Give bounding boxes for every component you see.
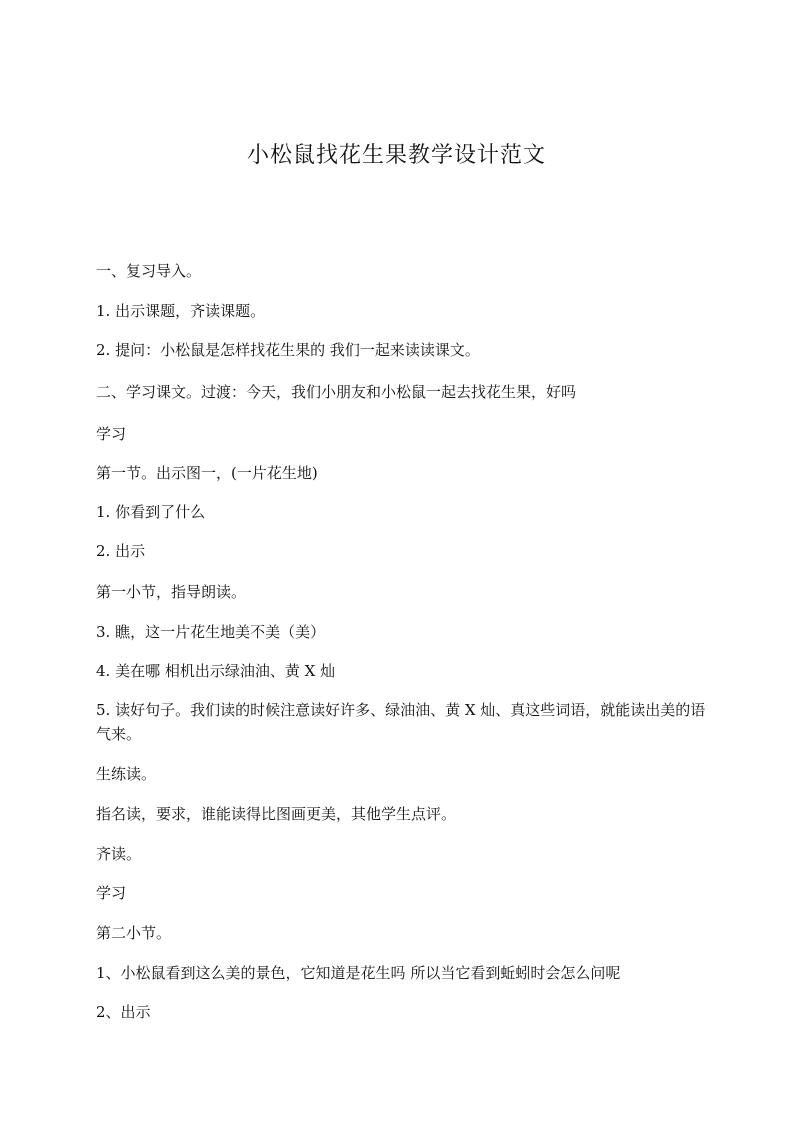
paragraph-squirrel-question: 1、小松鼠看到这么美的景色，它知道是花生吗 所以当它看到蚯蚓时会怎么问呢 xyxy=(96,964,621,982)
paragraph-guide-reading: 第一小节，指导朗读。 xyxy=(96,583,247,601)
paragraph-study-1: 学习 xyxy=(96,425,127,443)
paragraph-section-two: 第二小节。 xyxy=(96,924,172,942)
paragraph-practice: 生练读。 xyxy=(96,765,157,783)
paragraph-where-beautiful: 4. 美在哪 相机出示绿油油、黄 X 灿 xyxy=(96,662,336,680)
paragraph-beautiful: 3. 瞧，这一片花生地美不美（美） xyxy=(96,623,326,641)
paragraph-what-see: 1. 你看到了什么 xyxy=(96,503,206,521)
paragraph-study-2: 学习 xyxy=(96,884,127,902)
paragraph-read-together: 齐读。 xyxy=(96,845,142,863)
paragraph-question: 2. 提问：小松鼠是怎样找花生果的 我们一起来读读课文。 xyxy=(96,341,480,359)
paragraph-show-2: 2、出示 xyxy=(96,1003,151,1021)
paragraph-section-one: 第一节。出示图一，(一片花生地) xyxy=(96,464,318,482)
paragraph-review-intro: 一、复习导入。 xyxy=(96,262,202,280)
paragraph-learn-text: 二、学习课文。过渡：今天，我们小朋友和小松鼠一起去找花生果，好吗 xyxy=(96,383,577,401)
paragraph-show-topic: 1. 出示课题，齐读课题。 xyxy=(96,302,266,320)
paragraph-name-reading: 指名读，要求，谁能读得比图画更美，其他学生点评。 xyxy=(96,805,457,823)
paragraph-read-sentence: 5. 读好句子。我们读的时候注意读好许多、绿油油、黄 X 灿、真这些词语，就能读出美的语气来。 xyxy=(96,701,706,743)
paragraph-show-1: 2. 出示 xyxy=(96,542,146,560)
document-title: 小松鼠找花生果教学设计范文 xyxy=(246,143,546,168)
